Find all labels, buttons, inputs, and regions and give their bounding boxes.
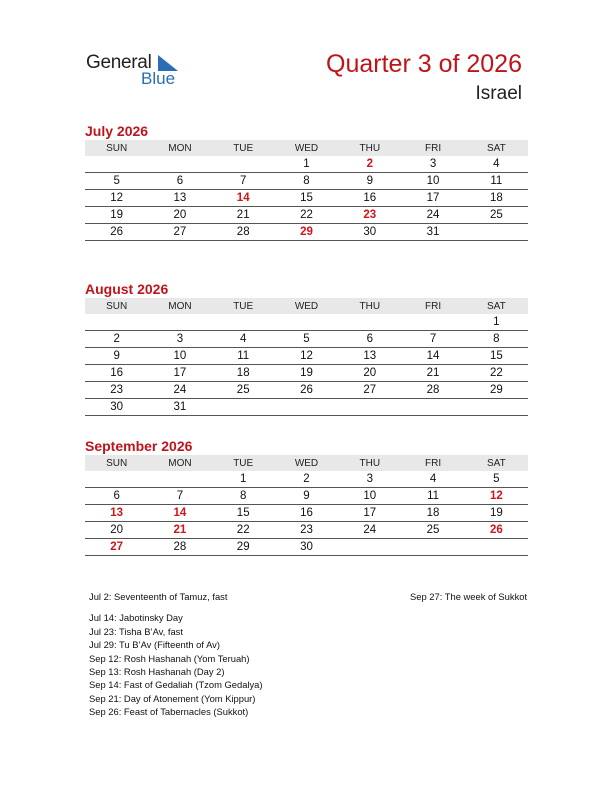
day-cell: 2 <box>275 471 338 488</box>
week-row <box>85 190 528 207</box>
calendar-table <box>85 298 528 416</box>
day-cell: 8 <box>275 173 338 190</box>
day-cell: 22 <box>275 207 338 224</box>
day-cell: 24 <box>338 522 401 539</box>
day-cell: 15 <box>212 505 275 522</box>
day-cell: 29 <box>465 382 528 399</box>
day-cell: 15 <box>465 348 528 365</box>
day-cell: 26 <box>85 224 148 241</box>
week-row <box>85 156 528 173</box>
week-row <box>85 207 528 224</box>
weekday-header: THU <box>338 455 401 471</box>
day-cell: 26 <box>275 382 338 399</box>
day-cell: 6 <box>338 331 401 348</box>
week-row <box>85 522 528 539</box>
day-cell: 12 <box>465 488 528 505</box>
day-cell: 16 <box>85 365 148 382</box>
day-cell: 14 <box>148 505 211 522</box>
day-cell <box>338 314 401 331</box>
day-cell: 30 <box>338 224 401 241</box>
holiday-note: Jul 14: Jabotinsky Day <box>89 612 183 624</box>
day-cell: 16 <box>275 505 338 522</box>
weekday-header: SUN <box>85 455 148 471</box>
weekday-header: FRI <box>401 298 464 314</box>
month-july <box>85 122 528 241</box>
day-cell: 3 <box>338 471 401 488</box>
weekday-header-row <box>85 298 528 314</box>
day-cell <box>148 471 211 488</box>
day-cell: 7 <box>212 173 275 190</box>
day-cell: 17 <box>148 365 211 382</box>
day-cell: 18 <box>401 505 464 522</box>
day-cell: 28 <box>148 539 211 556</box>
weekday-header: FRI <box>401 140 464 156</box>
weekday-header: SAT <box>465 455 528 471</box>
day-cell <box>85 471 148 488</box>
day-cell: 3 <box>401 156 464 173</box>
day-cell: 11 <box>401 488 464 505</box>
day-cell: 19 <box>465 505 528 522</box>
day-cell <box>338 399 401 416</box>
day-cell <box>338 539 401 556</box>
day-cell: 10 <box>338 488 401 505</box>
day-cell: 22 <box>465 365 528 382</box>
weekday-header: MON <box>148 298 211 314</box>
day-cell: 11 <box>212 348 275 365</box>
page-title: Quarter 3 of 2026 <box>326 50 522 78</box>
day-cell: 7 <box>401 331 464 348</box>
holiday-note: Sep 13: Rosh Hashanah (Day 2) <box>89 666 225 678</box>
day-cell: 23 <box>85 382 148 399</box>
weekday-header: TUE <box>212 455 275 471</box>
day-cell: 21 <box>212 207 275 224</box>
week-row <box>85 331 528 348</box>
day-cell: 25 <box>401 522 464 539</box>
day-cell: 1 <box>212 471 275 488</box>
holiday-note: Sep 26: Feast of Tabernacles (Sukkot) <box>89 706 249 718</box>
weekday-header: SAT <box>465 298 528 314</box>
month-title: September 2026 <box>85 438 193 454</box>
day-cell: 14 <box>212 190 275 207</box>
weekday-header: SAT <box>465 140 528 156</box>
holiday-note: Sep 27: The week of Sukkot <box>410 591 528 602</box>
holiday-note: Sep 21: Day of Atonement (Yom Kippur) <box>89 692 256 704</box>
day-cell: 2 <box>85 331 148 348</box>
day-cell: 5 <box>275 331 338 348</box>
weekday-header: SUN <box>85 140 148 156</box>
day-cell: 27 <box>148 224 211 241</box>
day-cell: 9 <box>85 348 148 365</box>
day-cell: 12 <box>85 190 148 207</box>
calendar-table <box>85 140 528 241</box>
day-cell: 15 <box>275 190 338 207</box>
month-august <box>85 280 528 416</box>
day-cell <box>148 156 211 173</box>
day-cell: 25 <box>212 382 275 399</box>
day-cell <box>212 156 275 173</box>
day-cell: 19 <box>85 207 148 224</box>
month-title: July 2026 <box>85 123 149 139</box>
day-cell: 1 <box>275 156 338 173</box>
weekday-header: TUE <box>212 140 275 156</box>
day-cell: 7 <box>148 488 211 505</box>
day-cell <box>465 539 528 556</box>
week-row <box>85 471 528 488</box>
note-spacer <box>89 603 369 611</box>
day-cell <box>212 314 275 331</box>
day-cell: 27 <box>338 382 401 399</box>
day-cell: 17 <box>338 505 401 522</box>
day-cell: 11 <box>465 173 528 190</box>
day-cell <box>465 224 528 241</box>
weekday-header: FRI <box>401 455 464 471</box>
day-cell: 13 <box>338 348 401 365</box>
day-cell: 29 <box>275 224 338 241</box>
day-cell: 6 <box>148 173 211 190</box>
holiday-note-list <box>89 611 369 718</box>
day-cell: 28 <box>212 224 275 241</box>
day-cell: 26 <box>465 522 528 539</box>
weekday-header: MON <box>148 455 211 471</box>
day-cell: 9 <box>275 488 338 505</box>
day-cell: 10 <box>401 173 464 190</box>
day-cell: 13 <box>85 505 148 522</box>
logo <box>86 52 186 88</box>
week-row <box>85 488 528 505</box>
day-cell <box>148 314 211 331</box>
logo-general-text: General <box>86 52 152 73</box>
day-cell: 3 <box>148 331 211 348</box>
weekday-header: WED <box>275 455 338 471</box>
day-cell <box>465 399 528 416</box>
day-cell: 12 <box>275 348 338 365</box>
day-cell: 1 <box>465 314 528 331</box>
day-cell: 4 <box>465 156 528 173</box>
holiday-note: Sep 14: Fast of Gedaliah (Tzom Gedalya) <box>89 679 263 691</box>
country-name: Israel <box>475 83 522 104</box>
day-cell <box>275 314 338 331</box>
holiday-note: Sep 12: Rosh Hashanah (Yom Teruah) <box>89 652 250 664</box>
day-cell: 19 <box>275 365 338 382</box>
month-september <box>85 437 528 556</box>
day-cell: 5 <box>465 471 528 488</box>
day-cell: 14 <box>401 348 464 365</box>
week-row <box>85 539 528 556</box>
day-cell: 9 <box>338 173 401 190</box>
day-cell <box>85 314 148 331</box>
week-row <box>85 505 528 522</box>
day-cell: 18 <box>465 190 528 207</box>
day-cell <box>275 399 338 416</box>
day-cell: 23 <box>338 207 401 224</box>
day-cell: 31 <box>401 224 464 241</box>
weekday-header: WED <box>275 140 338 156</box>
day-cell: 8 <box>212 488 275 505</box>
day-cell <box>212 399 275 416</box>
week-row <box>85 382 528 399</box>
weekday-header: THU <box>338 140 401 156</box>
day-cell: 17 <box>401 190 464 207</box>
day-cell: 10 <box>148 348 211 365</box>
week-row <box>85 314 528 331</box>
day-cell: 31 <box>148 399 211 416</box>
day-cell: 13 <box>148 190 211 207</box>
holiday-note: Jul 2: Seventeenth of Tamuz, fast <box>89 591 228 602</box>
day-cell: 25 <box>465 207 528 224</box>
day-cell: 8 <box>465 331 528 348</box>
week-row <box>85 173 528 190</box>
day-cell: 20 <box>338 365 401 382</box>
holiday-note: Jul 29: Tu B’Av (Fifteenth of Av) <box>89 639 220 651</box>
day-cell: 20 <box>85 522 148 539</box>
day-cell: 24 <box>401 207 464 224</box>
day-cell: 22 <box>212 522 275 539</box>
week-row <box>85 224 528 241</box>
weekday-header: WED <box>275 298 338 314</box>
day-cell: 23 <box>275 522 338 539</box>
day-cell <box>401 314 464 331</box>
holiday-notes-right <box>410 590 530 603</box>
holiday-note: Jul 23: Tisha B’Av, fast <box>89 625 183 637</box>
day-cell <box>401 539 464 556</box>
day-cell: 6 <box>85 488 148 505</box>
week-row <box>85 399 528 416</box>
day-cell: 5 <box>85 173 148 190</box>
weekday-header-row <box>85 455 528 471</box>
day-cell: 21 <box>401 365 464 382</box>
day-cell: 29 <box>212 539 275 556</box>
weekday-header: MON <box>148 140 211 156</box>
day-cell <box>401 399 464 416</box>
day-cell: 2 <box>338 156 401 173</box>
day-cell: 21 <box>148 522 211 539</box>
day-cell: 16 <box>338 190 401 207</box>
day-cell: 24 <box>148 382 211 399</box>
day-cell: 28 <box>401 382 464 399</box>
weekday-header: THU <box>338 298 401 314</box>
logo-blue-text: Blue <box>141 69 176 88</box>
holiday-note-list <box>410 590 530 603</box>
holiday-notes-left <box>89 590 369 719</box>
day-cell: 27 <box>85 539 148 556</box>
weekday-header: SUN <box>85 298 148 314</box>
weekday-header: TUE <box>212 298 275 314</box>
day-cell <box>85 156 148 173</box>
weekday-header-row <box>85 140 528 156</box>
day-cell: 30 <box>275 539 338 556</box>
day-cell: 30 <box>85 399 148 416</box>
week-row <box>85 365 528 382</box>
calendar-table <box>85 455 528 556</box>
day-cell: 4 <box>401 471 464 488</box>
month-title: August 2026 <box>85 281 169 297</box>
day-cell: 20 <box>148 207 211 224</box>
week-row <box>85 348 528 365</box>
day-cell: 4 <box>212 331 275 348</box>
day-cell: 18 <box>212 365 275 382</box>
